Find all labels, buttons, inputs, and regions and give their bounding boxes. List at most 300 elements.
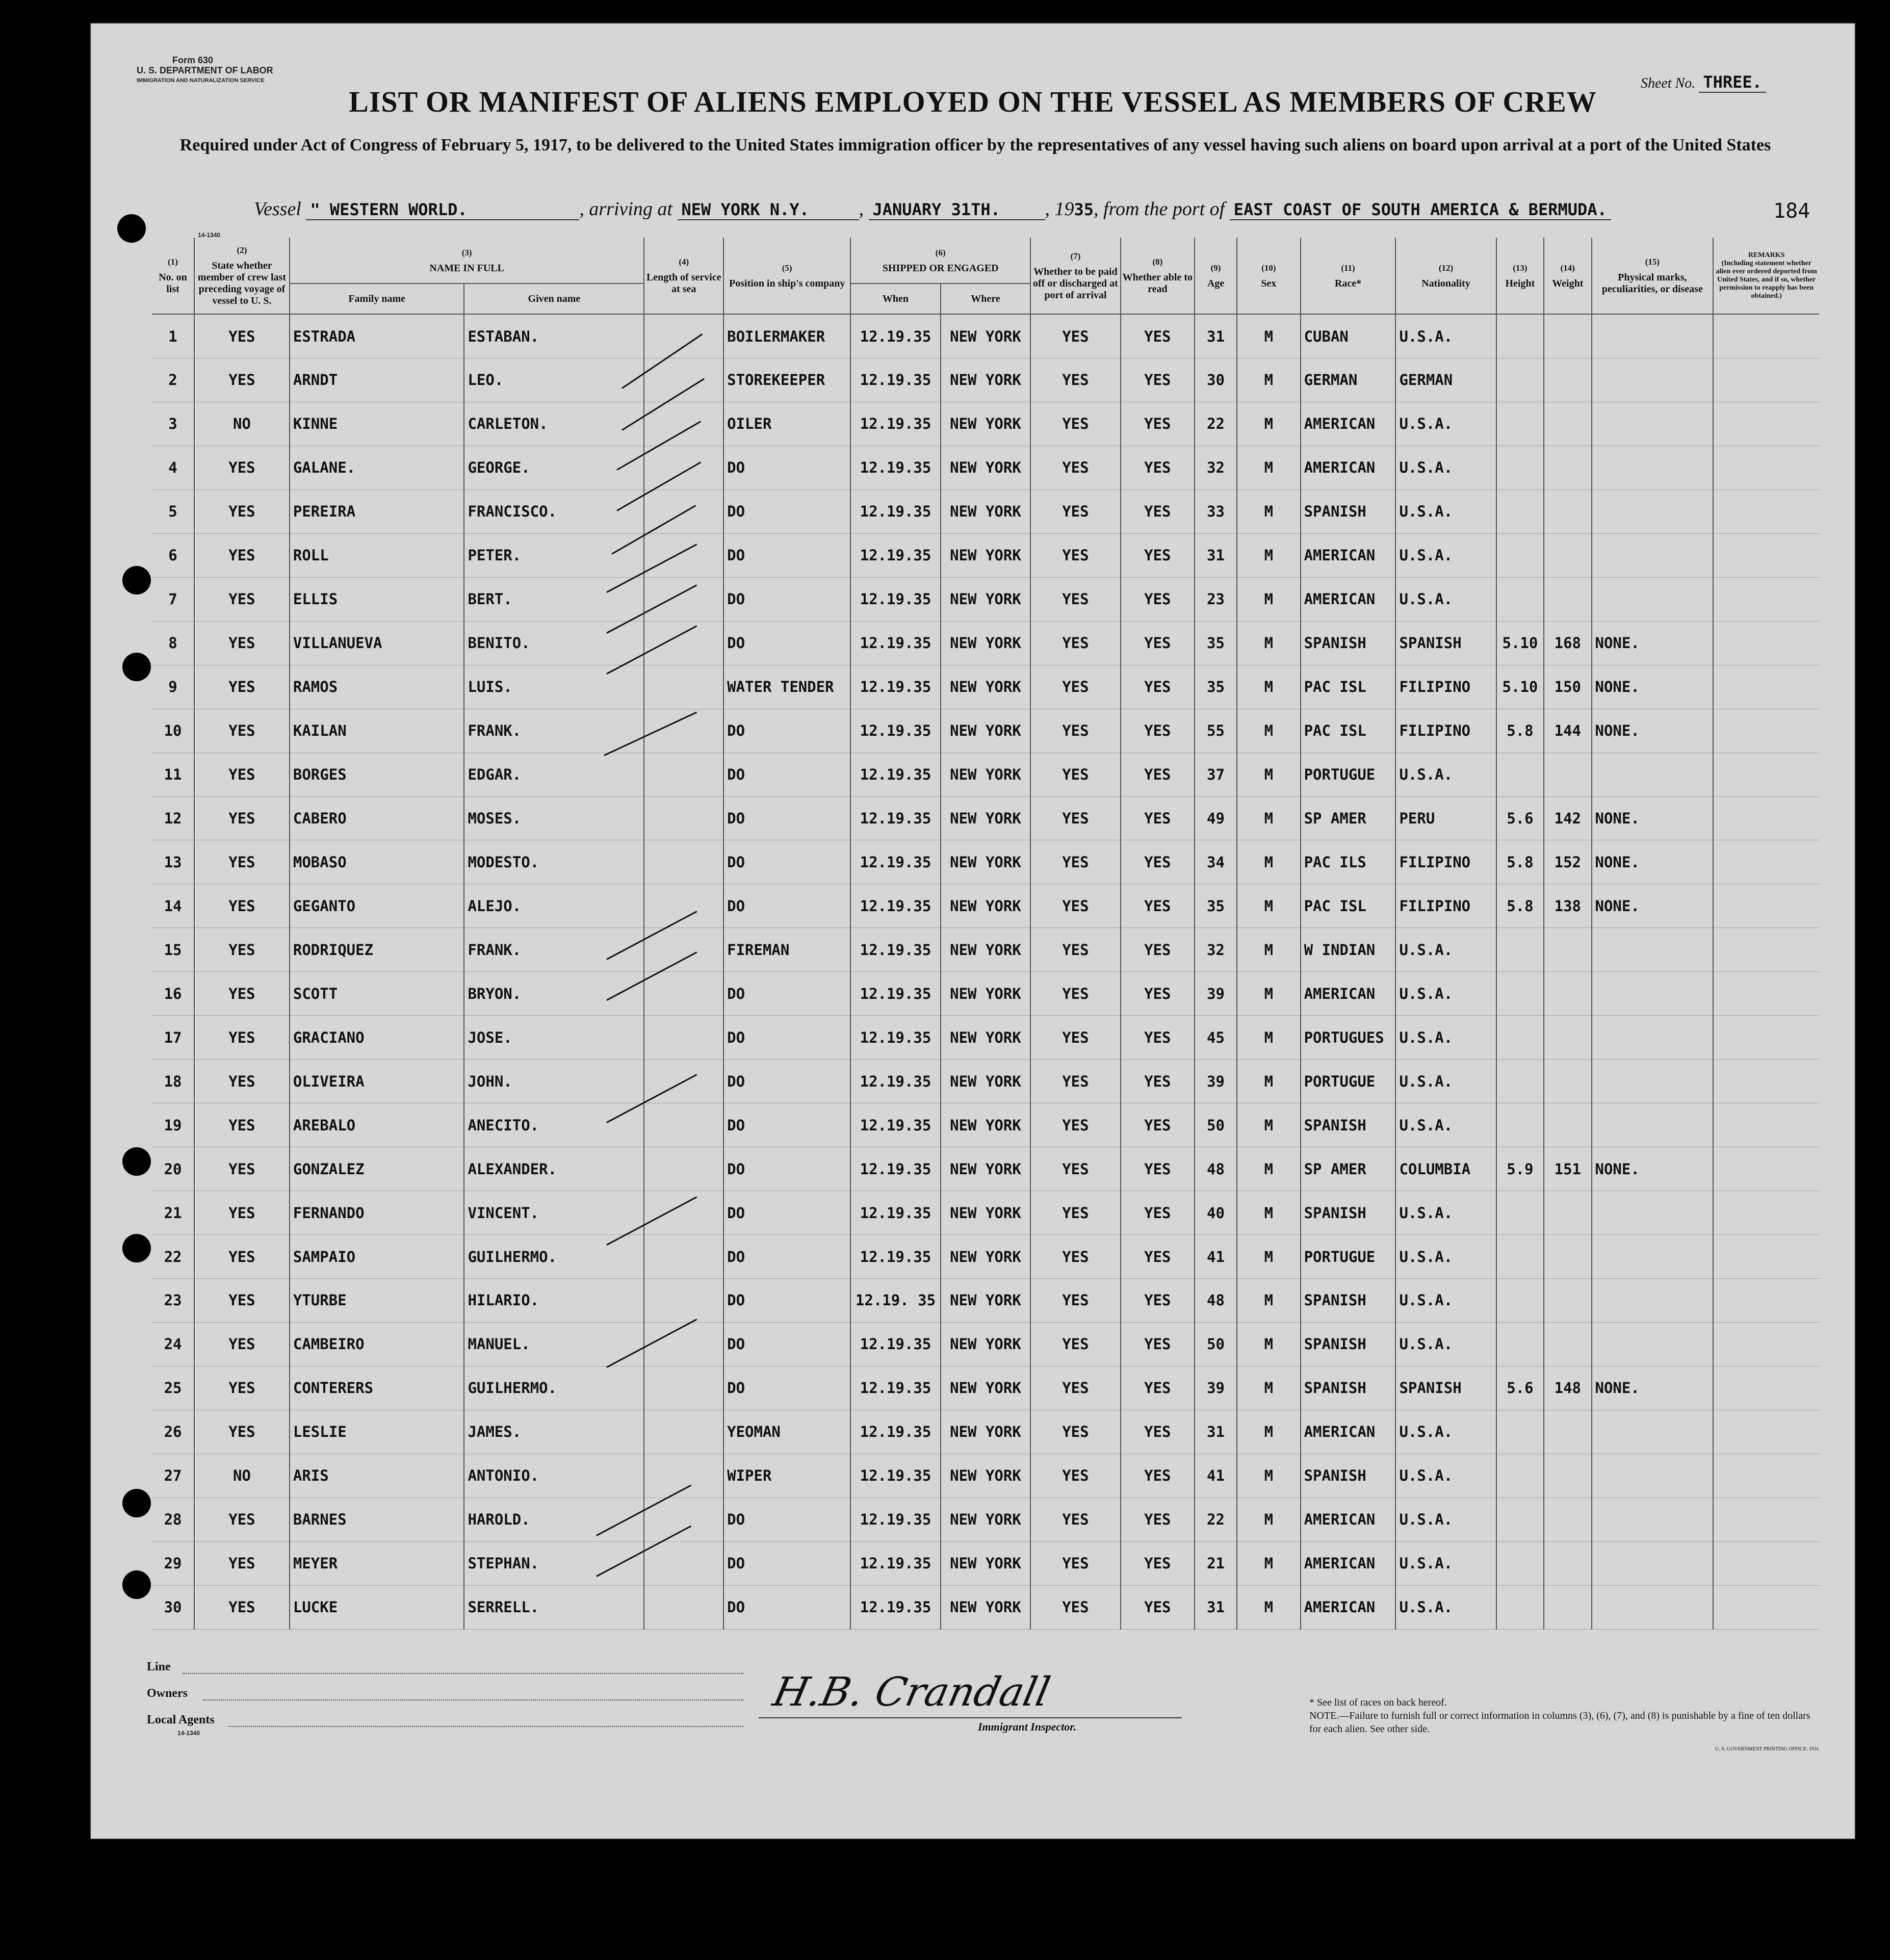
- cell-paid-off: YES: [1030, 1191, 1120, 1235]
- cell-given-name: CARLETON.: [464, 402, 644, 446]
- cell-given-name: GUILHERMO.: [464, 1366, 644, 1410]
- cell-given-name: BENITO.: [464, 621, 644, 665]
- sheet-number-label: Sheet No.: [1641, 75, 1696, 91]
- cell-remarks: [1713, 1235, 1819, 1279]
- cell-previous-voyage: YES: [194, 1060, 290, 1103]
- cell-position: DO: [723, 533, 850, 577]
- cell-service-length: [644, 840, 723, 884]
- cell-nationality: FILIPINO: [1395, 665, 1496, 709]
- cell-paid-off: YES: [1030, 533, 1120, 577]
- cell-paid-off: YES: [1030, 1541, 1120, 1585]
- cell-age: 37: [1195, 753, 1237, 796]
- cell-weight: 148: [1544, 1366, 1591, 1410]
- cell-remarks: [1713, 358, 1819, 402]
- cell-sex: M: [1237, 1454, 1301, 1498]
- cell-position: DO: [723, 1366, 850, 1410]
- cell-position: DO: [723, 709, 850, 753]
- cell-shipped-where: NEW YORK: [941, 1454, 1030, 1498]
- cell-position: DO: [723, 884, 850, 928]
- cell-nationality: COLUMBIA: [1395, 1147, 1496, 1191]
- cell-weight: [1544, 533, 1591, 577]
- cell-shipped-when: 12.19.35: [850, 1498, 940, 1541]
- cell-given-name: BRYON.: [464, 972, 644, 1016]
- cell-row-number: 25: [152, 1366, 194, 1410]
- cell-row-number: 16: [152, 972, 194, 1016]
- cell-race: AMERICAN: [1301, 972, 1396, 1016]
- cell-weight: [1544, 1060, 1591, 1103]
- cell-given-name: HILARIO.: [464, 1279, 644, 1323]
- cell-height: 5.8: [1496, 884, 1544, 928]
- cell-family-name: KAILAN: [290, 709, 464, 753]
- cell-given-name: LEO.: [464, 358, 644, 402]
- cell-family-name: AREBALO: [290, 1103, 464, 1147]
- cell-row-number: 17: [152, 1016, 194, 1060]
- cell-family-name: VILLANUEVA: [290, 621, 464, 665]
- cell-weight: 168: [1544, 621, 1591, 665]
- cell-previous-voyage: YES: [194, 1235, 290, 1279]
- cell-weight: [1544, 1279, 1591, 1323]
- cell-physical-marks: [1592, 358, 1714, 402]
- table-row: [152, 1235, 1819, 1279]
- cell-remarks: [1713, 489, 1819, 533]
- cell-position: DO: [723, 1235, 850, 1279]
- cell-service-length: [644, 1322, 723, 1366]
- cell-position: WIPER: [723, 1454, 850, 1498]
- cell-able-to-read: YES: [1121, 796, 1195, 840]
- table-row: [152, 928, 1819, 972]
- cell-remarks: [1713, 1498, 1819, 1541]
- cell-able-to-read: YES: [1121, 621, 1195, 665]
- form-stamp: 14-1340: [198, 231, 221, 239]
- cell-shipped-where: NEW YORK: [941, 1498, 1030, 1541]
- cell-nationality: U.S.A.: [1395, 972, 1496, 1016]
- cell-weight: [1544, 1541, 1591, 1585]
- cell-shipped-when: 12.19.35: [850, 1410, 940, 1454]
- cell-family-name: RODRIQUEZ: [290, 928, 464, 972]
- cell-able-to-read: YES: [1121, 577, 1195, 621]
- cell-shipped-where: NEW YORK: [941, 1585, 1030, 1629]
- cell-nationality: PERU: [1395, 796, 1496, 840]
- cell-sex: M: [1237, 533, 1301, 577]
- footer-owners-label: Owners: [147, 1687, 188, 1700]
- cell-remarks: [1713, 1366, 1819, 1410]
- cell-row-number: 3: [152, 402, 194, 446]
- col-header-age: (9) Age: [1195, 238, 1237, 314]
- cell-physical-marks: [1592, 533, 1714, 577]
- cell-sex: M: [1237, 709, 1301, 753]
- cell-remarks: [1713, 533, 1819, 577]
- cell-given-name: GEORGE.: [464, 446, 644, 489]
- cell-paid-off: YES: [1030, 358, 1120, 402]
- col-header-name: (3) NAME IN FULL: [290, 238, 644, 283]
- cell-previous-voyage: YES: [194, 1016, 290, 1060]
- table-row: [152, 402, 1819, 446]
- cell-shipped-where: NEW YORK: [941, 928, 1030, 972]
- cell-paid-off: YES: [1030, 1585, 1120, 1629]
- cell-height: [1496, 753, 1544, 796]
- from-port: EAST COAST OF SOUTH AMERICA & BERMUDA.: [1230, 200, 1611, 220]
- cell-sex: M: [1237, 1279, 1301, 1323]
- cell-sex: M: [1237, 928, 1301, 972]
- cell-able-to-read: YES: [1121, 665, 1195, 709]
- cell-previous-voyage: YES: [194, 489, 290, 533]
- cell-race: AMERICAN: [1301, 1541, 1396, 1585]
- cell-service-length: [644, 1147, 723, 1191]
- cell-race: SPANISH: [1301, 1103, 1396, 1147]
- cell-weight: [1544, 1191, 1591, 1235]
- cell-shipped-where: NEW YORK: [941, 1103, 1030, 1147]
- cell-previous-voyage: YES: [194, 621, 290, 665]
- cell-age: 34: [1195, 840, 1237, 884]
- cell-shipped-where: NEW YORK: [941, 489, 1030, 533]
- cell-service-length: [644, 1410, 723, 1454]
- cell-remarks: [1713, 928, 1819, 972]
- cell-previous-voyage: YES: [194, 1498, 290, 1541]
- cell-shipped-where: NEW YORK: [941, 1147, 1030, 1191]
- cell-nationality: U.S.A.: [1395, 1541, 1496, 1585]
- cell-shipped-where: NEW YORK: [941, 358, 1030, 402]
- cell-row-number: 12: [152, 796, 194, 840]
- cell-shipped-where: NEW YORK: [941, 1541, 1030, 1585]
- cell-row-number: 30: [152, 1585, 194, 1629]
- cell-physical-marks: [1592, 1235, 1714, 1279]
- cell-shipped-where: NEW YORK: [941, 1060, 1030, 1103]
- cell-paid-off: YES: [1030, 796, 1120, 840]
- cell-race: SPANISH: [1301, 1322, 1396, 1366]
- cell-height: [1496, 1279, 1544, 1323]
- cell-row-number: 4: [152, 446, 194, 489]
- footer-line-label: Line: [147, 1660, 171, 1673]
- cell-service-length: [644, 1235, 723, 1279]
- cell-position: BOILERMAKER: [723, 314, 850, 358]
- cell-given-name: FRANCISCO.: [464, 489, 644, 533]
- table-row: [152, 1060, 1819, 1103]
- cell-weight: 151: [1544, 1147, 1591, 1191]
- signature-rule: [759, 1717, 1182, 1718]
- cell-shipped-when: 12.19.35: [850, 1103, 940, 1147]
- manifest-title: LIST OR MANIFEST OF ALIENS EMPLOYED ON THE VESSEL AS MEMBERS OF CREW: [349, 85, 1597, 118]
- cell-paid-off: YES: [1030, 577, 1120, 621]
- cell-row-number: 19: [152, 1103, 194, 1147]
- cell-row-number: 26: [152, 1410, 194, 1454]
- cell-family-name: BORGES: [290, 753, 464, 796]
- cell-service-length: [644, 1366, 723, 1410]
- cell-position: STOREKEEPER: [723, 358, 850, 402]
- cell-given-name: ALEJO.: [464, 884, 644, 928]
- cell-shipped-when: 12.19.35: [850, 577, 940, 621]
- cell-remarks: [1713, 1191, 1819, 1235]
- cell-previous-voyage: YES: [194, 928, 290, 972]
- cell-nationality: U.S.A.: [1395, 1103, 1496, 1147]
- cell-shipped-where: NEW YORK: [941, 1322, 1030, 1366]
- table-row: [152, 314, 1819, 358]
- cell-service-length: [644, 446, 723, 489]
- cell-height: [1496, 1498, 1544, 1541]
- cell-paid-off: YES: [1030, 402, 1120, 446]
- cell-family-name: LESLIE: [290, 1410, 464, 1454]
- table-row: [152, 533, 1819, 577]
- cell-race: SP AMER: [1301, 1147, 1396, 1191]
- table-row: [152, 577, 1819, 621]
- note-races: * See list of races on back hereof.: [1309, 1697, 1447, 1708]
- cell-paid-off: YES: [1030, 446, 1120, 489]
- cell-paid-off: YES: [1030, 314, 1120, 358]
- cell-paid-off: YES: [1030, 1322, 1120, 1366]
- table-header: [152, 238, 1819, 314]
- col-header-nationality: (12) Nationality: [1395, 238, 1496, 314]
- cell-family-name: KINNE: [290, 402, 464, 446]
- table-row: [152, 1541, 1819, 1585]
- cell-remarks: [1713, 840, 1819, 884]
- cell-family-name: GRACIANO: [290, 1016, 464, 1060]
- cell-height: [1496, 358, 1544, 402]
- cell-height: [1496, 1410, 1544, 1454]
- cell-row-number: 18: [152, 1060, 194, 1103]
- cell-remarks: [1713, 402, 1819, 446]
- table-row: [152, 1322, 1819, 1366]
- cell-physical-marks: NONE.: [1592, 884, 1714, 928]
- col-header-where: Where: [941, 283, 1030, 314]
- table-row: [152, 446, 1819, 489]
- cell-shipped-when: 12.19.35: [850, 402, 940, 446]
- cell-service-length: [644, 533, 723, 577]
- cell-weight: [1544, 1322, 1591, 1366]
- cell-able-to-read: YES: [1121, 753, 1195, 796]
- cell-able-to-read: YES: [1121, 533, 1195, 577]
- cell-shipped-when: 12.19.35: [850, 489, 940, 533]
- cell-shipped-when: 12.19.35: [850, 840, 940, 884]
- cell-nationality: FILIPINO: [1395, 884, 1496, 928]
- cell-position: DO: [723, 796, 850, 840]
- cell-row-number: 10: [152, 709, 194, 753]
- cell-remarks: [1713, 314, 1819, 358]
- cell-nationality: U.S.A.: [1395, 402, 1496, 446]
- cell-race: PAC ILS: [1301, 840, 1396, 884]
- cell-shipped-where: NEW YORK: [941, 1410, 1030, 1454]
- cell-age: 31: [1195, 1410, 1237, 1454]
- cell-remarks: [1713, 1322, 1819, 1366]
- cell-age: 49: [1195, 796, 1237, 840]
- table-row: [152, 1454, 1819, 1498]
- cell-shipped-when: 12.19.35: [850, 1016, 940, 1060]
- cell-shipped-when: 12.19.35: [850, 1235, 940, 1279]
- cell-height: [1496, 1103, 1544, 1147]
- cell-paid-off: YES: [1030, 1454, 1120, 1498]
- cell-race: AMERICAN: [1301, 1585, 1396, 1629]
- cell-able-to-read: YES: [1121, 840, 1195, 884]
- cell-paid-off: YES: [1030, 1279, 1120, 1323]
- cell-remarks: [1713, 621, 1819, 665]
- cell-previous-voyage: YES: [194, 1410, 290, 1454]
- cell-row-number: 14: [152, 884, 194, 928]
- table-row: [152, 840, 1819, 884]
- cell-previous-voyage: NO: [194, 1454, 290, 1498]
- cell-given-name: BERT.: [464, 577, 644, 621]
- cell-given-name: MANUEL.: [464, 1322, 644, 1366]
- cell-nationality: GERMAN: [1395, 358, 1496, 402]
- footer-agents-label: Local Agents: [147, 1713, 215, 1726]
- cell-able-to-read: YES: [1121, 314, 1195, 358]
- cell-row-number: 27: [152, 1454, 194, 1498]
- cell-sex: M: [1237, 972, 1301, 1016]
- cell-height: [1496, 1016, 1544, 1060]
- table-row: [152, 1498, 1819, 1541]
- cell-shipped-where: NEW YORK: [941, 621, 1030, 665]
- cell-family-name: SCOTT: [290, 972, 464, 1016]
- footer-owners-rule: [203, 1699, 743, 1700]
- cell-shipped-where: NEW YORK: [941, 1366, 1030, 1410]
- cell-position: DO: [723, 753, 850, 796]
- cell-nationality: U.S.A.: [1395, 753, 1496, 796]
- cell-previous-voyage: YES: [194, 533, 290, 577]
- cell-service-length: [644, 796, 723, 840]
- cell-physical-marks: NONE.: [1592, 621, 1714, 665]
- printer-mark: U. S. GOVERNMENT PRINTING OFFICE: 1931: [1715, 1746, 1819, 1752]
- cell-race: SPANISH: [1301, 1366, 1396, 1410]
- cell-row-number: 1: [152, 314, 194, 358]
- cell-weight: [1544, 1498, 1591, 1541]
- cell-race: GERMAN: [1301, 358, 1396, 402]
- cell-position: DO: [723, 1279, 850, 1323]
- cell-remarks: [1713, 1103, 1819, 1147]
- cell-nationality: U.S.A.: [1395, 577, 1496, 621]
- cell-age: 32: [1195, 928, 1237, 972]
- cell-race: PORTUGUE: [1301, 1235, 1396, 1279]
- cell-nationality: U.S.A.: [1395, 1585, 1496, 1629]
- cell-row-number: 28: [152, 1498, 194, 1541]
- col-header-shipped: (6) SHIPPED OR ENGAGED: [850, 238, 1030, 283]
- cell-family-name: SAMPAIO: [290, 1235, 464, 1279]
- cell-row-number: 23: [152, 1279, 194, 1323]
- cell-nationality: U.S.A.: [1395, 1454, 1496, 1498]
- cell-nationality: U.S.A.: [1395, 446, 1496, 489]
- cell-family-name: MEYER: [290, 1541, 464, 1585]
- table-row: [152, 1191, 1819, 1235]
- vessel-name: " WESTERN WORLD.: [306, 200, 579, 220]
- service-name: IMMIGRATION AND NATURALIZATION SERVICE: [137, 78, 265, 84]
- cell-sex: M: [1237, 446, 1301, 489]
- cell-position: YEOMAN: [723, 1410, 850, 1454]
- cell-shipped-when: 12.19.35: [850, 1541, 940, 1585]
- cell-row-number: 24: [152, 1322, 194, 1366]
- cell-paid-off: YES: [1030, 1235, 1120, 1279]
- cell-nationality: U.S.A.: [1395, 1322, 1496, 1366]
- cell-physical-marks: [1592, 1191, 1714, 1235]
- cell-sex: M: [1237, 1191, 1301, 1235]
- cell-weight: [1544, 489, 1591, 533]
- col-header-remarks: REMARKS (Including statement whether alien ever ordered deported from United States, and if so, whether permission to reapply has been obtained.): [1713, 238, 1819, 314]
- cell-able-to-read: YES: [1121, 1498, 1195, 1541]
- cell-row-number: 5: [152, 489, 194, 533]
- cell-previous-voyage: YES: [194, 753, 290, 796]
- punch-hole: [122, 1147, 151, 1176]
- cell-physical-marks: NONE.: [1592, 796, 1714, 840]
- cell-shipped-where: NEW YORK: [941, 1191, 1030, 1235]
- cell-able-to-read: YES: [1121, 402, 1195, 446]
- cell-physical-marks: [1592, 1454, 1714, 1498]
- table-row: [152, 1279, 1819, 1323]
- cell-service-length: [644, 753, 723, 796]
- cell-height: [1496, 533, 1544, 577]
- cell-given-name: MODESTO.: [464, 840, 644, 884]
- table-row: [152, 1103, 1819, 1147]
- cell-height: 5.8: [1496, 709, 1544, 753]
- cell-able-to-read: YES: [1121, 489, 1195, 533]
- cell-previous-voyage: YES: [194, 709, 290, 753]
- cell-able-to-read: YES: [1121, 1147, 1195, 1191]
- table-row: [152, 709, 1819, 753]
- cell-given-name: MOSES.: [464, 796, 644, 840]
- cell-age: 39: [1195, 972, 1237, 1016]
- cell-shipped-when: 12.19.35: [850, 665, 940, 709]
- cell-shipped-where: NEW YORK: [941, 1279, 1030, 1323]
- cell-age: 35: [1195, 884, 1237, 928]
- cell-height: [1496, 1060, 1544, 1103]
- cell-race: W INDIAN: [1301, 928, 1396, 972]
- cell-given-name: ALEXANDER.: [464, 1147, 644, 1191]
- cell-race: SPANISH: [1301, 621, 1396, 665]
- punch-hole: [117, 214, 146, 243]
- cell-shipped-when: 12.19.35: [850, 884, 940, 928]
- cell-shipped-when: 12.19.35: [850, 1585, 940, 1629]
- cell-remarks: [1713, 1060, 1819, 1103]
- form-header: [137, 55, 273, 86]
- cell-height: [1496, 402, 1544, 446]
- cell-row-number: 7: [152, 577, 194, 621]
- cell-able-to-read: YES: [1121, 1585, 1195, 1629]
- cell-race: SPANISH: [1301, 1279, 1396, 1323]
- cell-sex: M: [1237, 1235, 1301, 1279]
- cell-able-to-read: YES: [1121, 1103, 1195, 1147]
- cell-sex: M: [1237, 1541, 1301, 1585]
- cell-weight: [1544, 1103, 1591, 1147]
- col-header-physical-marks: (15) Physical marks, peculiarities, or disease: [1592, 238, 1714, 314]
- cell-able-to-read: YES: [1121, 1191, 1195, 1235]
- cell-weight: [1544, 314, 1591, 358]
- cell-sex: M: [1237, 1103, 1301, 1147]
- cell-height: 5.10: [1496, 621, 1544, 665]
- cell-sex: M: [1237, 621, 1301, 665]
- cell-service-length: [644, 928, 723, 972]
- cell-height: [1496, 1454, 1544, 1498]
- cell-previous-voyage: YES: [194, 1279, 290, 1323]
- cell-sex: M: [1237, 489, 1301, 533]
- cell-given-name: VINCENT.: [464, 1191, 644, 1235]
- table-row: [152, 972, 1819, 1016]
- cell-service-length: [644, 1541, 723, 1585]
- year-prefix: 19: [1054, 198, 1074, 220]
- cell-remarks: [1713, 796, 1819, 840]
- cell-given-name: HAROLD.: [464, 1498, 644, 1541]
- cell-given-name: PETER.: [464, 533, 644, 577]
- cell-position: DO: [723, 1541, 850, 1585]
- cell-nationality: FILIPINO: [1395, 709, 1496, 753]
- cell-shipped-where: NEW YORK: [941, 1016, 1030, 1060]
- cell-weight: [1544, 1585, 1591, 1629]
- cell-service-length: [644, 577, 723, 621]
- cell-weight: [1544, 402, 1591, 446]
- cell-race: SP AMER: [1301, 796, 1396, 840]
- cell-family-name: GALANE.: [290, 446, 464, 489]
- col-header-weight: (14) Weight: [1544, 238, 1591, 314]
- cell-service-length: [644, 1585, 723, 1629]
- cell-height: [1496, 1541, 1544, 1585]
- cell-height: [1496, 928, 1544, 972]
- cell-sex: M: [1237, 884, 1301, 928]
- cell-age: 41: [1195, 1235, 1237, 1279]
- cell-physical-marks: [1592, 1322, 1714, 1366]
- cell-service-length: [644, 665, 723, 709]
